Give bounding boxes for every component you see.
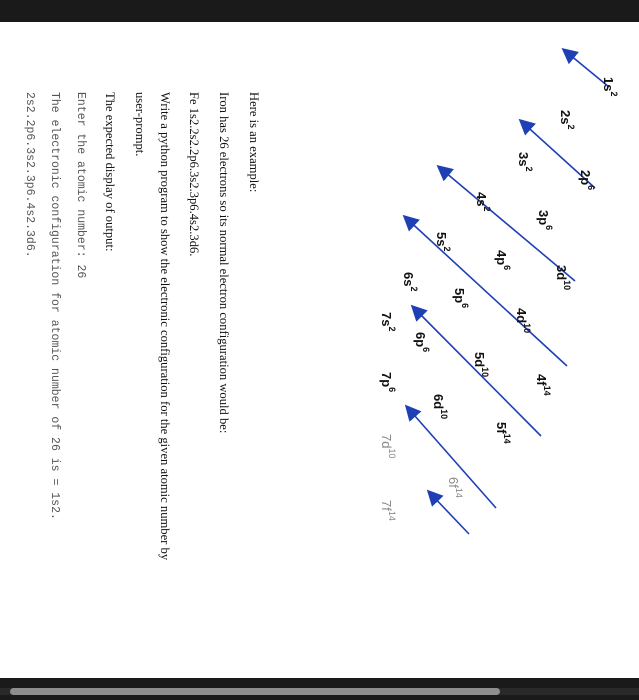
orbital-7p: $7p^6$ bbox=[379, 372, 397, 393]
orbital-4s: $4s^2$ bbox=[474, 192, 492, 212]
expected-output-label: The expected display of output: bbox=[103, 92, 117, 252]
orbital-2p: $2p^6$ bbox=[578, 170, 596, 191]
diagonal-arrows bbox=[405, 50, 609, 534]
orbital-3d: $3d^{10}$ bbox=[554, 265, 572, 291]
orbital-4p: $4p^6$ bbox=[494, 250, 512, 271]
orbital-6d: $6d^{10}$ bbox=[431, 394, 449, 420]
orbital-5p: $5p^6$ bbox=[452, 288, 470, 309]
output-line-3: 2s2.2p6.3s2.3p6.4s2.3d6. bbox=[23, 92, 36, 258]
top-bar bbox=[0, 0, 639, 22]
orbital-3p: $3p^6$ bbox=[536, 210, 554, 231]
document-page bbox=[0, 22, 639, 678]
orbital-6s: $6s^2$ bbox=[401, 272, 419, 292]
orbital-4d: $4d^{10}$ bbox=[514, 308, 532, 334]
aufbau-diagram-row7 bbox=[374, 22, 434, 678]
task-line-1: Write a python program to show the electronic configuration for the given atomic number by bbox=[158, 92, 172, 561]
orbital-6f: $6f^{14}$ bbox=[446, 477, 464, 498]
orbital-4f: $4f^{14}$ bbox=[534, 374, 552, 396]
orbital-5s: $5s^2$ bbox=[434, 232, 452, 252]
rotated-document bbox=[0, 22, 639, 678]
orbital-2s: $2s^2$ bbox=[558, 110, 576, 130]
orbital-3s: $3s^2$ bbox=[516, 152, 534, 172]
orbital-7d: $7d^{10}$ bbox=[379, 434, 397, 459]
aufbau-diagram bbox=[399, 22, 639, 678]
output-line-1: Enter the atomic number: 26 bbox=[74, 92, 87, 279]
orbital-5f: $5f^{14}$ bbox=[494, 422, 512, 444]
iron-description: Iron has 26 electrons so its normal electron configuration would be: bbox=[217, 92, 231, 434]
horizontal-scrollbar-thumb[interactable] bbox=[10, 688, 500, 695]
orbital-1s: $1s^2$ bbox=[601, 77, 619, 97]
orbital-5d: $5d^{10}$ bbox=[472, 352, 490, 378]
iron-configuration: Fe 1s2.2s2.2p6.3s2.3p6.4s2.3d6. bbox=[187, 92, 201, 257]
orbital-7f: $7f^{14}$ bbox=[379, 500, 397, 521]
output-line-2: The electronic configuration for atomic number of 26 is = 1s2. bbox=[48, 92, 61, 520]
orbital-7s-visible: $7s^2$ bbox=[379, 312, 397, 332]
example-label: Here is an example: bbox=[247, 92, 261, 193]
task-line-2: user-prompt. bbox=[133, 92, 147, 157]
orbital-6p: $6p^6$ bbox=[413, 332, 431, 353]
